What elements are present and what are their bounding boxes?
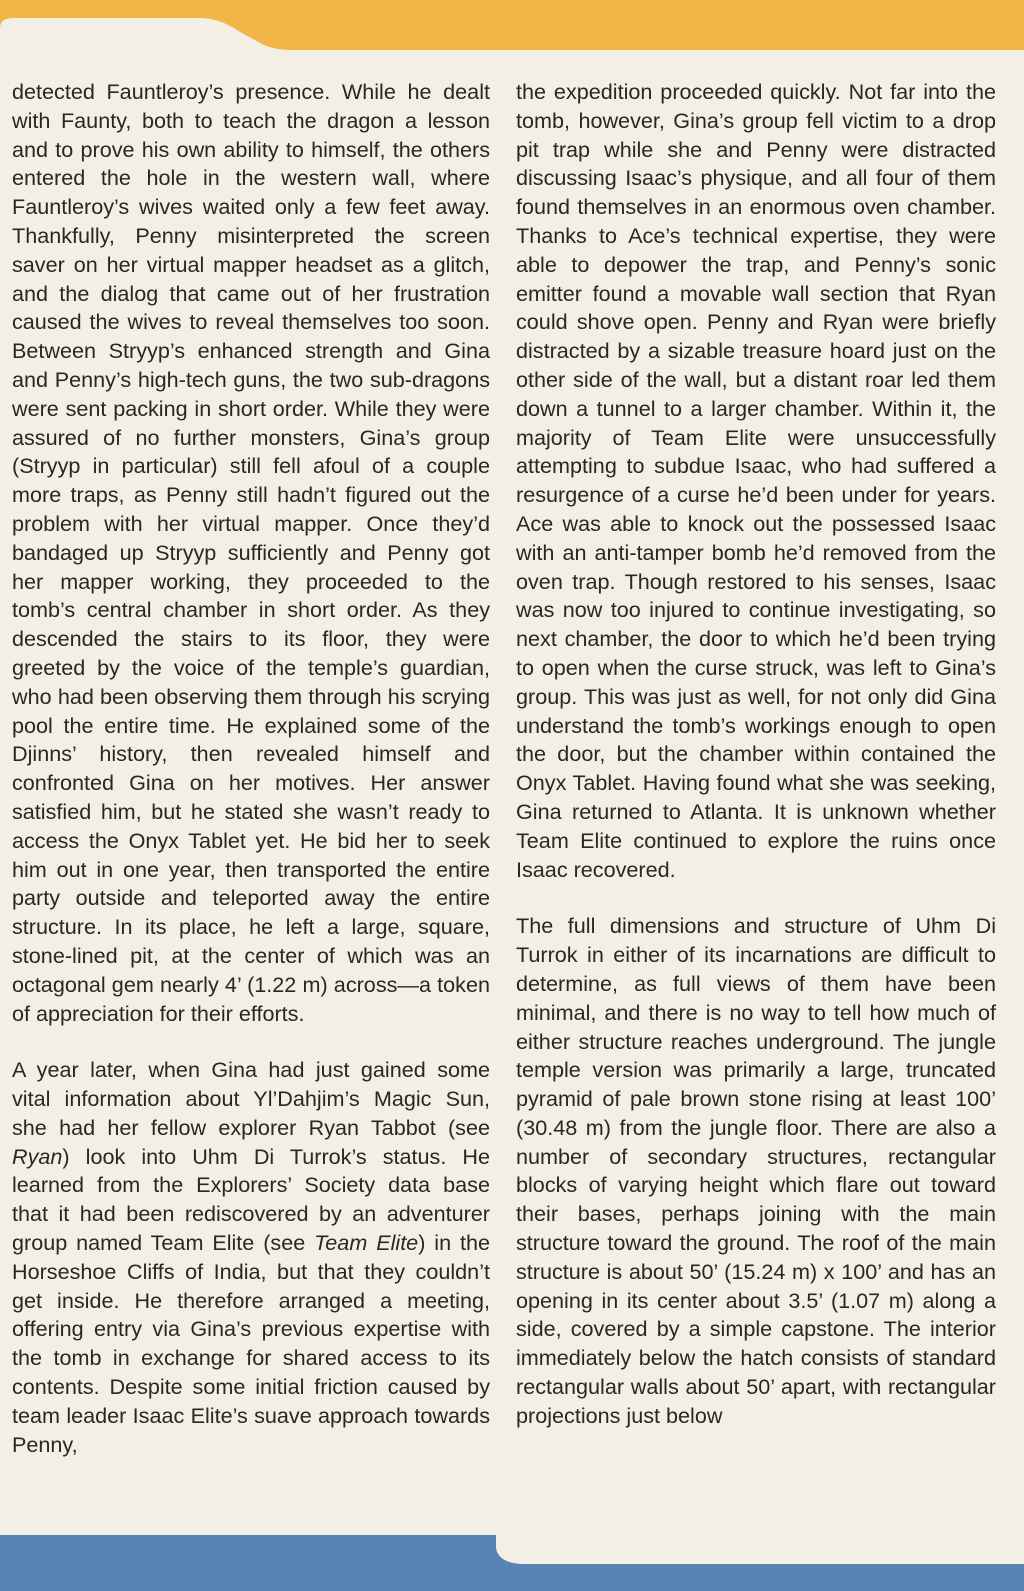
right-paragraph-1: the expedition proceeded quickly. Not far into the tomb, however, Gina’s group fell victim to a drop pit trap while she and Penny were distracted discussing Isaac’s physique, and all four of them found themselves in an enormous oven chamber. Thanks to Ace’s technical expertise, they were able to depower the trap, and Penny’s sonic emitter found a movable wall section that Ryan could shove open. Penny and Ryan were briefly distracted by a sizable treasure hoard just on the other side of the wall, but a distant roar led them down a tunnel to a larger chamber. Within it, the majority of Team Elite were unsuccessfully attempting to subdue Isaac, who had suffered a resurgence of a curse he’d been under for years. Ace was able to knock out the possessed Isaac with an anti-tamper bomb he’d removed from the oven trap. Though restored to his senses, Isaac was now too injured to continue investigating, so next chamber, the door to which he’d been trying to open when the curse struck, was left to Gina’s group. This was just as well, for not only did Gina understand the tomb’s workings enough to open the door, but the chamber within contained the Onyx Tablet. Having found what she was seeking, Gina returned to Atlanta. It is unknown whether Team Elite continued to explore the ruins once Isaac recovered.: [516, 79, 996, 882]
right-column: [516, 78, 996, 1431]
left-paragraph-2: [12, 1056, 490, 1459]
left-column: [12, 78, 490, 1459]
right-paragraph-2: The full dimensions and structure of Uhm Di Turrok in either of its incarnations are difficult to determine, as full views of them have been minimal, and there is no way to tell how much of either structure reaches underground. The jungle temple version was primarily a large, truncated pyramid of pale brown stone rising at least 100’ (30.48 m) from the jungle floor. There are also a number of secondary structures, rectangular blocks of varying height which flare out toward their bases, perhaps joining with the main structure toward the ground. The roof of the main structure is about 50’ (15.24 m) x 100’ and has an opening in its center about 3.5’ (1.07 m) along a side, covered by a simple capstone. The interior immediately below the hatch consists of standard rectangular walls about 50’ apart, with rectangular projections just below: [516, 913, 996, 1428]
left-paragraph-1: detected Fauntleroy’s presence. While he dealt with Faunty, both to teach the dragon a lesson and to prove his own ability to himself, the others entered the hole in the western wall, where Fauntleroy’s wives waited only a few feet away. Thankfully, Penny misinterpreted the screen saver on her virtual mapper headset as a glitch, and the dialog that came out of her frustration caused the wives to reveal themselves too soon. Between Stryyp’s enhanced strength and Gina and Penny’s high-tech guns, the two sub-dragons were sent packing in short order. While they were assured of no further monsters, Gina’s group (Stryyp in particular) still fell afoul of a couple more traps, as Penny still hadn’t figured out the problem with her virtual mapper. Once they’d bandaged up Stryyp sufficiently and Penny got her mapper working, they proceeded to the tomb’s central chamber in short order. As they descended the stairs to its floor, they were greeted by the voice of the temple’s guardian, who had been observing them through his scrying pool the entire time. He explained some of the Djinns’ history, then revealed himself and confronted Gina on her motives. Her answer satisfied him, but he stated she wasn’t ready to access the Onyx Tablet yet. He bid her to seek him out in one year, then transported the entire party outside and teleported away the entire structure. In its place, he left a large, square, stone-lined pit, at the center of which was an octagonal gem nearly 4’ (1.22 m) across—a token of appreciation for their efforts.: [12, 79, 490, 1026]
footer-tab-path: [496, 1535, 1024, 1564]
ryan-reference: Ryan: [12, 1143, 63, 1169]
left-paragraph-2-part-2: ) look into Uhm Di Turrok’s status. He learned from the Explorers’ Society data base that it had been rediscovered by an adventurer group named Team Elite (see: [12, 1143, 490, 1256]
left-paragraph-2-part-1: A year later, when Gina had just gained some vital information about Yl’Dahjim’s Magic Sun, she had her fellow explorer Ryan Tabbot (see: [12, 1057, 490, 1140]
left-paragraph-2-part-3: ) in the Horseshoe Cliffs of India, but that they couldn’t get inside. He therefore arranged a meeting, offering entry via Gina’s previous expertise with the tomb in exchange for shared access to its contents. Despite some initial friction caused by team leader Isaac Elite’s suave approach towards Penny,: [12, 1230, 490, 1457]
team-elite-reference: Team Elite: [314, 1230, 419, 1256]
